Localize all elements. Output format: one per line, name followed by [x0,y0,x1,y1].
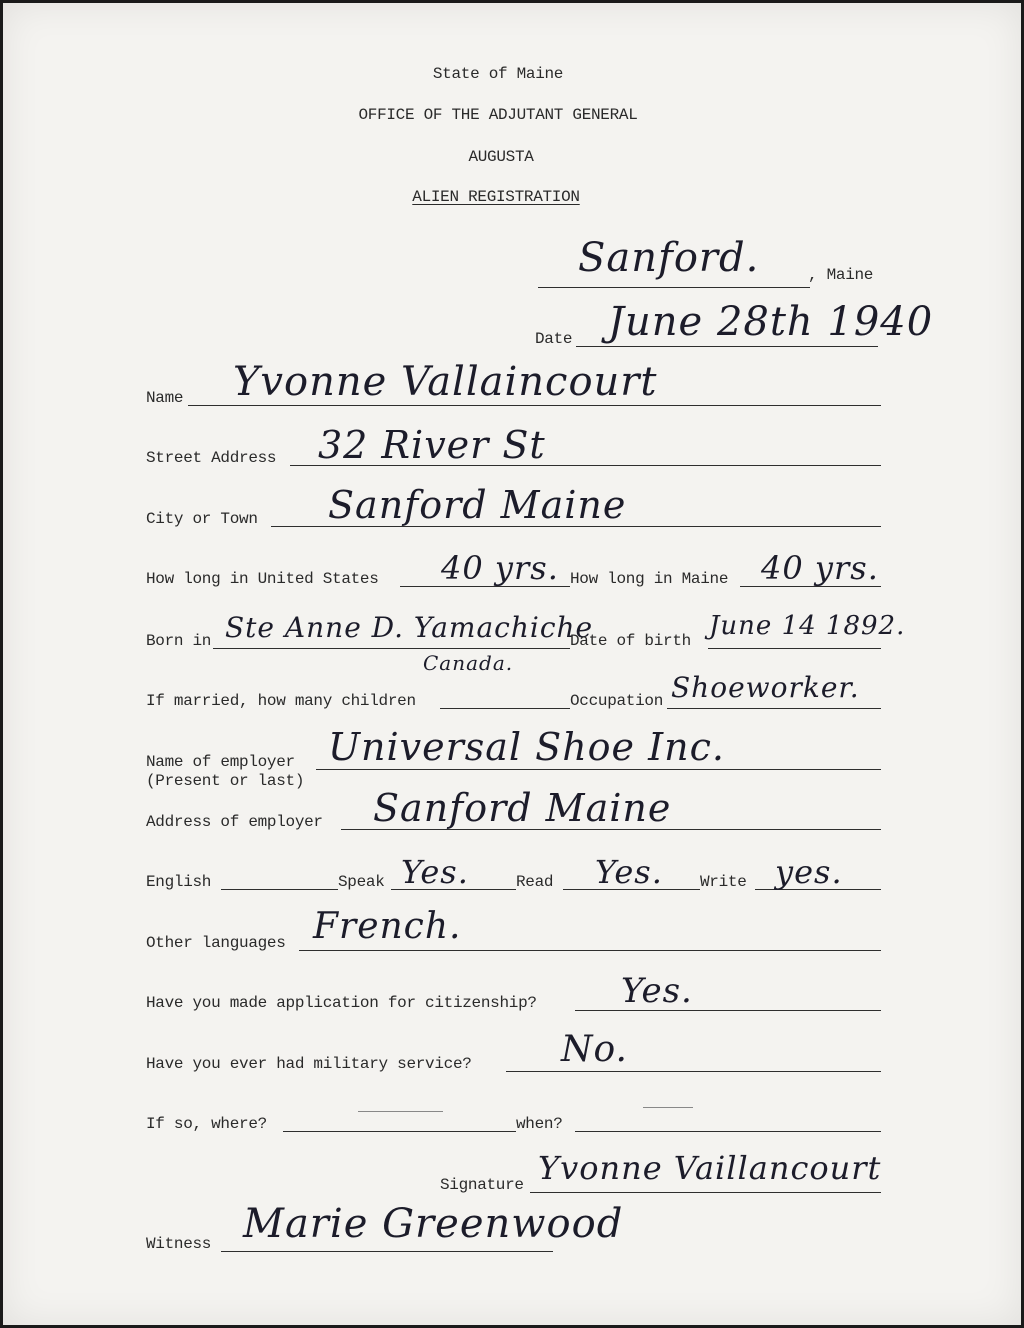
witness-entry: Marie Greenwood [243,1201,624,1247]
other-languages-line [299,950,881,951]
how-long-us-label: How long in United States [146,570,379,588]
military-line [506,1071,881,1072]
town-entry: Sanford. [578,235,760,281]
date-entry: June 28th 1940 [608,299,934,345]
signature-line [530,1192,881,1193]
other-languages-label: Other languages [146,934,286,952]
header-office: OFFICE OF THE ADJUTANT GENERAL [358,106,638,124]
employer-address-label: Address of employer [146,813,323,831]
witness-line [221,1251,553,1252]
name-entry: Yvonne Vallaincourt [233,359,658,405]
where-dash [358,1111,443,1112]
city-label: City or Town [146,510,258,528]
when-line [575,1131,881,1132]
how-long-maine-entry: 40 yrs. [761,549,879,587]
signature-label: Signature [440,1176,524,1194]
born-country-entry: Canada. [423,651,514,675]
english-line [221,889,338,890]
date-of-birth-entry: June 14 1892. [709,611,906,641]
citizenship-label: Have you made application for citizenship? [146,994,537,1012]
married-line [440,708,570,709]
occupation-label: Occupation [570,692,664,710]
how-long-us-entry: 40 yrs. [441,549,559,587]
date-line [576,346,878,347]
street-label: Street Address [146,449,277,467]
header-city: AUGUSTA [468,148,534,166]
employer-name-entry: Universal Shoe Inc. [328,725,725,769]
date-of-birth-label: Date of birth [570,632,691,650]
employer-name-line [316,769,881,770]
employer-note-label: (Present or last) [146,772,305,790]
citizenship-entry: Yes. [621,971,693,1011]
witness-label: Witness [146,1235,212,1253]
employer-address-entry: Sanford Maine [373,786,672,830]
read-label: Read [516,873,554,891]
read-entry: Yes. [595,853,663,891]
married-label: If married, how many children [146,692,416,710]
date-label: Date [535,330,573,348]
form-title: ALIEN REGISTRATION [412,188,580,206]
name-line [188,405,881,406]
write-label: Write [700,873,747,891]
header-state: State of Maine [432,65,564,83]
street-entry: 32 River St [318,423,546,467]
military-entry: No. [561,1029,628,1070]
born-in-line [213,648,570,649]
town-line [538,287,810,288]
speak-label: Speak [338,873,385,891]
military-label: Have you ever had military service? [146,1055,472,1073]
born-in-entry: Ste Anne D. Yamachiche [225,611,594,644]
signature-entry: Yvonne Vaillancourt [538,1149,882,1187]
other-languages-entry: French. [313,906,462,947]
form-page [3,3,1021,1325]
english-label: English [146,873,212,891]
when-label: when? [516,1115,563,1133]
where-label: If so, where? [146,1115,267,1133]
occupation-entry: Shoeworker. [671,671,860,704]
speak-entry: Yes. [401,853,469,891]
employer-name-label: Name of employer [146,753,295,771]
occupation-line [667,708,881,709]
city-entry: Sanford Maine [328,483,627,527]
when-dash [643,1107,693,1108]
write-entry: yes. [775,853,843,891]
how-long-maine-label: How long in Maine [570,570,729,588]
name-label: Name [146,389,184,407]
date-of-birth-line [708,648,881,649]
born-in-label: Born in [146,632,212,650]
maine-label: , Maine [808,266,874,284]
where-line [283,1131,516,1132]
